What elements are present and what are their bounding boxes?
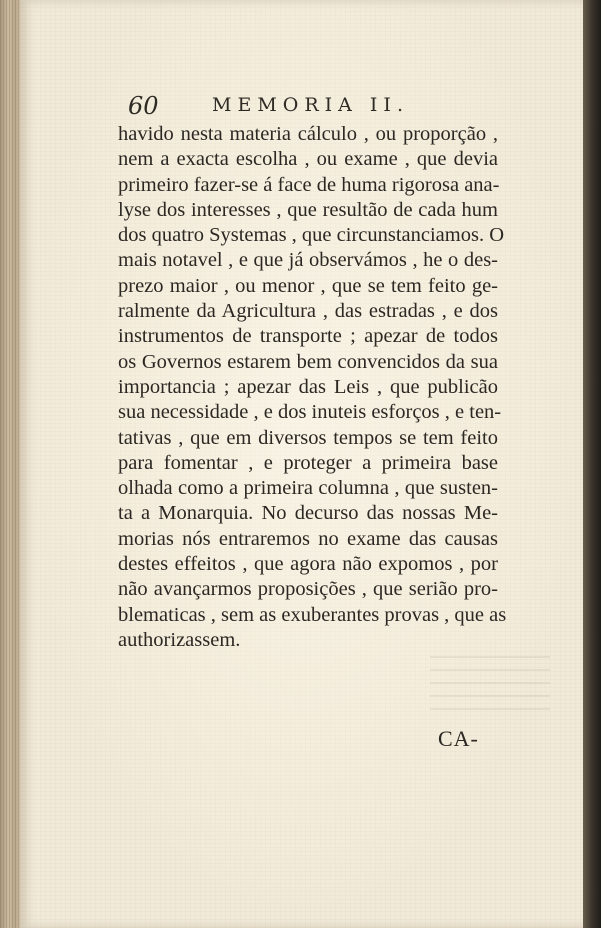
text-line: morias nós entraremos no exame das causas [118,527,498,550]
text-line: prezo maior , ou menor , que se tem feito ge- [118,274,498,297]
text-line: não avançarmos proposições , que serião pro- [118,578,498,601]
text-line: ta a Monarquia. No decurso das nossas Me- [118,502,498,525]
text-line: lyse dos interesses , que resultão de cada hum [118,198,498,221]
page-number: 60 [128,92,159,120]
text-line: instrumentos de transporte ; apezar de todos [118,325,498,348]
text-line: ralmente da Agricultura , das estradas , e dos [118,300,498,323]
text-line: olhada como a primeira columna , que susten- [118,477,498,500]
text-line: primeiro fazer-se á face de huma rigorosa ana- [118,173,500,196]
body-paragraph [118,122,507,653]
running-title: MEMORIA II. [212,94,409,116]
text-line: destes effeitos , que agora não expomos , por [118,553,498,576]
text-line: blematicas , sem as exuberantes provas , que as [118,603,507,626]
text-line-final: authorizassem. [118,628,241,651]
catchword: CA- [438,726,479,751]
text-line: tativas , que em diversos tempos se tem feito [118,426,498,449]
text-line: dos quatro Systemas , que circunstanciamos. O [118,224,505,247]
text-line: havido nesta materia cálculo , ou proporção , [118,123,498,145]
ink-show-through [430,650,550,710]
text-line: importancia ; apezar das Leis , que publicão [118,375,498,398]
text-line: mais notavel , e que já observámos , he o des- [118,249,498,272]
book-gutter [583,0,601,928]
text-line: para fomentar , e proteger a primeira base [118,451,498,474]
text-line: nem a exacta escolha , ou exame , que devia [118,148,498,171]
text-line: sua necessidade , e dos inuteis esforços , e ten- [118,401,502,424]
running-head [128,92,428,120]
page-edge-stack [0,0,22,928]
text-line: os Governos estarem bem convencidos da sua [118,350,498,373]
